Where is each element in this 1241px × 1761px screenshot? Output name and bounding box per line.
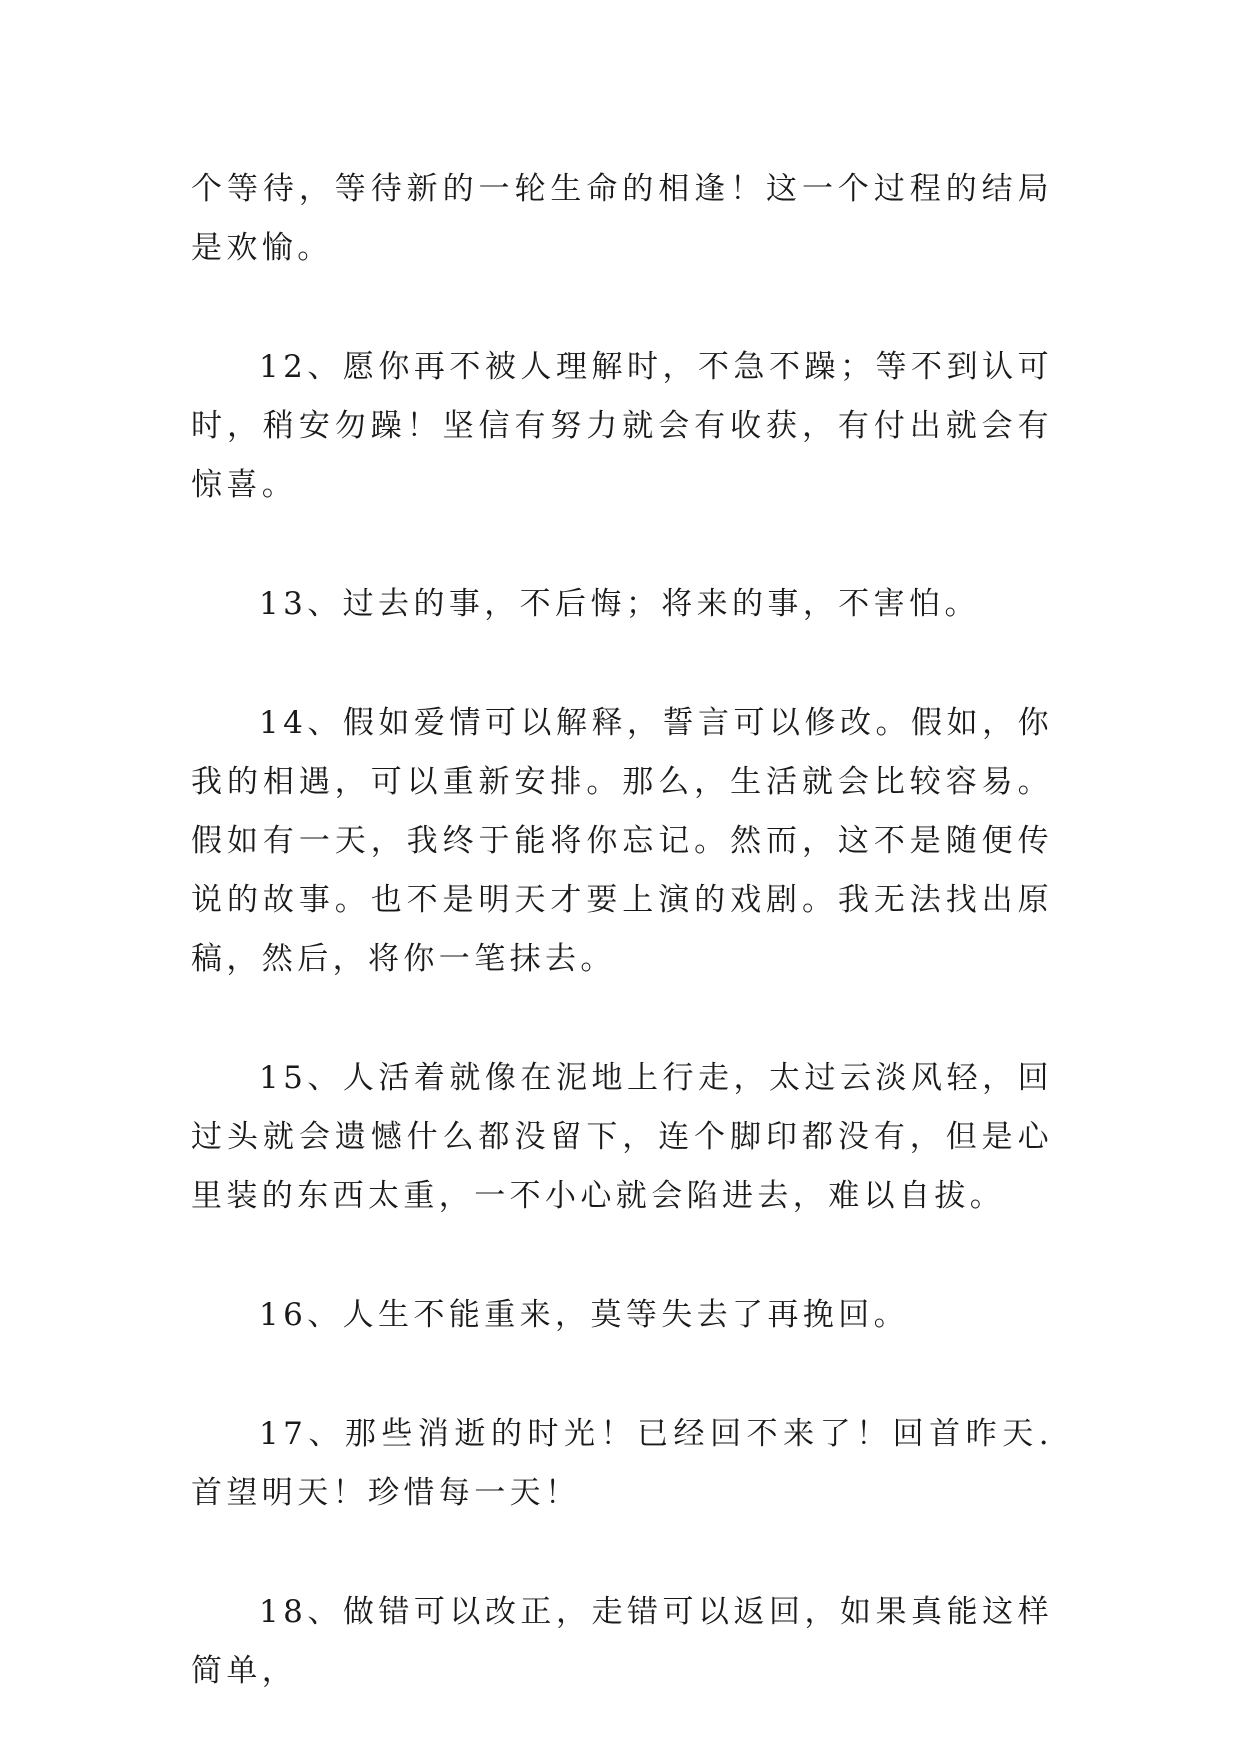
paragraph-item-12: 12、愿你再不被人理解时，不急不躁；等不到认可时，稍安勿躁！坚信有努力就会有收获，有付出就会有惊喜。 [191, 349, 1053, 503]
paragraph-item-13: 13、过去的事，不后悔；将来的事，不害怕。 [259, 586, 980, 622]
paragraph-item-16: 16、人生不能重来，莫等失去了再挽回。 [259, 1297, 910, 1333]
paragraph-item-17: 17、那些消逝的时光！已经回不来了！回首昨天.首望明天！珍惜每一天！ [191, 1416, 1053, 1511]
paragraph-item-15: 15、人活着就像在泥地上行走，太过云淡风轻，回过头就会遗憾什么都没留下，连个脚印都没有，但是心里装的东西太重，一不小心就会陷进去，难以自拔。 [191, 1060, 1053, 1214]
paragraph-continuation: 个等待，等待新的一轮生命的相逢！这一个过程的结局是欢愉。 [191, 171, 1053, 266]
paragraph-item-18: 18、做错可以改正，走错可以返回，如果真能这样简单， [191, 1594, 1053, 1689]
paragraph-item-14: 14、假如爱情可以解释，誓言可以修改。假如，你我的相遇，可以重新安排。那么，生活就会比较容易。假如有一天，我终于能将你忘记。然而，这不是随便传说的故事。也不是明天才要上演的戏剧。我无法找出原稿，然后，将你一笔抹去。 [191, 705, 1053, 977]
document-body [191, 160, 1053, 1761]
